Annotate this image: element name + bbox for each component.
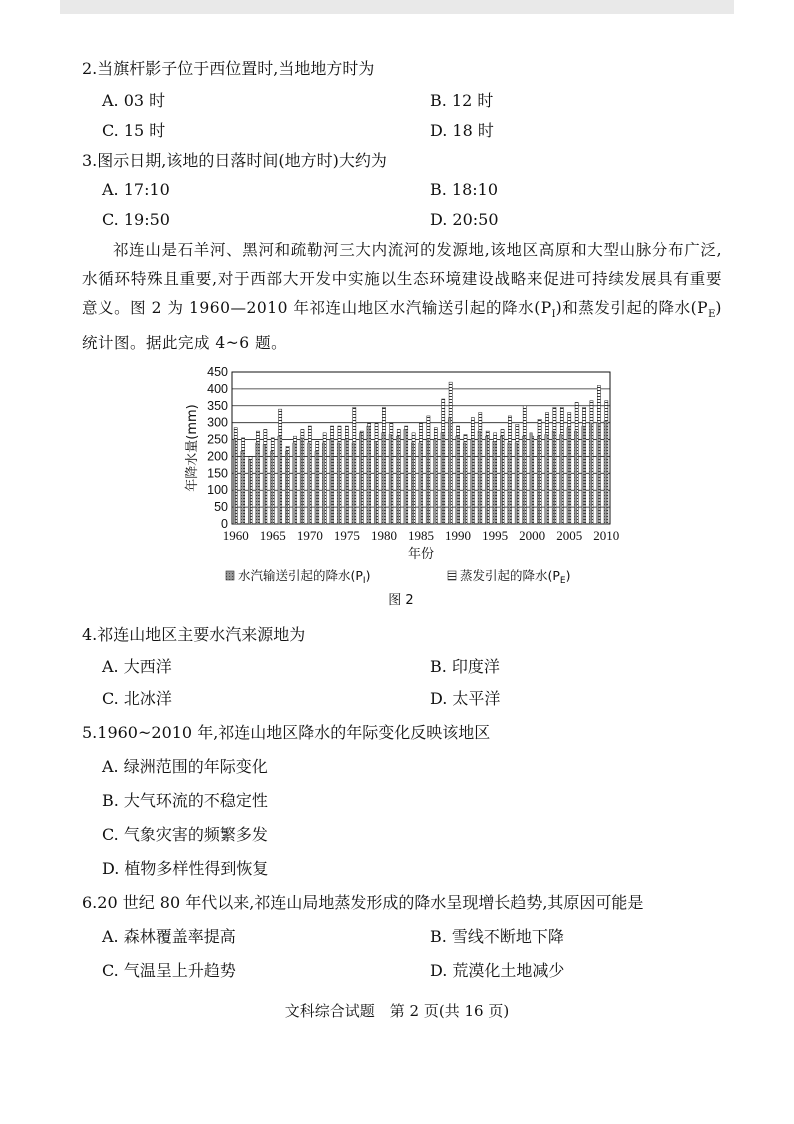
x-tick-label: 1995 <box>482 528 509 543</box>
x-tick-label: 1980 <box>370 528 397 543</box>
x-tick-label: 1975 <box>333 528 360 543</box>
bar-vapor-transport <box>597 423 600 524</box>
bar-vapor-transport <box>448 418 451 524</box>
x-tick-label: 2000 <box>519 528 546 543</box>
q3-option-c: C. 19:50 <box>102 210 170 229</box>
passage-mid: )和蒸发引起的降水(P <box>555 299 709 317</box>
bar-vapor-transport <box>522 436 525 524</box>
bar-vapor-transport <box>300 438 303 524</box>
legend-swatch-vapor <box>226 571 234 580</box>
bar-vapor-transport <box>389 434 392 524</box>
y-tick-label: 350 <box>207 398 228 413</box>
q2-option-c: C. 15 时 <box>102 121 166 140</box>
q3-option-b: B. 18:10 <box>430 180 499 199</box>
bar-vapor-transport <box>337 443 340 524</box>
bar-vapor-transport <box>404 429 407 524</box>
bar-vapor-transport <box>537 436 540 524</box>
legend-label-evap: 蒸发引起的降水$(P_E)$ <box>460 568 571 586</box>
x-tick-label: 1965 <box>259 528 286 543</box>
bar-vapor-transport <box>530 433 533 524</box>
q6-option-d: D. 荒漠化土地减少 <box>430 961 565 980</box>
q2-option-d: D. 18 时 <box>430 121 494 140</box>
bar-vapor-transport <box>493 441 496 524</box>
bar-vapor-transport <box>456 436 459 524</box>
bar-vapor-transport <box>604 421 607 524</box>
bar-vapor-transport <box>285 451 288 524</box>
question-5-stem: 5.1960~2010 年,祁连山地区降水的年际变化反映该地区 <box>82 723 491 742</box>
q6-option-a: A. 森林覆盖率提高 <box>102 927 236 946</box>
y-tick-label: 0 <box>221 517 228 531</box>
bar-vapor-transport <box>256 443 259 524</box>
x-axis-label: 年份 <box>407 547 435 562</box>
q5-option-c: C. 气象灾害的频繁多发 <box>102 825 268 844</box>
y-tick-label: 450 <box>207 366 228 379</box>
bar-vapor-transport <box>382 433 385 524</box>
y-tick-label: 50 <box>214 500 228 515</box>
q3-option-d: D. 20:50 <box>430 210 499 229</box>
bar-vapor-transport <box>419 443 422 524</box>
bar-vapor-transport <box>463 443 466 524</box>
bar-vapor-transport <box>441 433 444 524</box>
precipitation-chart <box>178 366 638 612</box>
bar-vapor-transport <box>308 443 311 524</box>
bar-vapor-transport <box>322 443 325 524</box>
bar-vapor-transport <box>248 460 251 524</box>
y-tick-label: 250 <box>207 432 228 447</box>
q4-option-d: D. 太平洋 <box>430 689 501 708</box>
y-tick-label: 300 <box>207 415 228 430</box>
bar-vapor-transport <box>411 443 414 524</box>
q5-option-a: A. 绿洲范围的年际变化 <box>102 757 268 776</box>
bar-vapor-transport <box>567 428 570 524</box>
passage-text: 祁连山是石羊河、黑河和疏勒河三大内流河的发源地,该地区高原和大型山脉分布广泛,水循环特殊且重要,对于西部大开发中实施以生态环境建设战略来促进可持续发展具有重要意义。图 2 为 1960—2010 年祁连山地区水汽输送引起的降水(P <box>82 241 722 317</box>
q3-option-a: A. 17:10 <box>102 180 170 199</box>
legend-label-vapor: 水汽输送引起的降水$(P_I)$ <box>238 568 371 586</box>
question-4-stem: 4.祁连山地区主要水汽来源地为 <box>82 625 306 644</box>
bar-vapor-transport <box>345 440 348 524</box>
bar-vapor-transport <box>485 436 488 524</box>
bar-vapor-transport <box>367 426 370 524</box>
bar-vapor-transport <box>589 423 592 524</box>
q5-option-b: B. 大气环流的不稳定性 <box>102 791 268 810</box>
bar-vapor-transport <box>582 426 585 524</box>
y-axis-label: 年降水量(mm) <box>185 404 200 492</box>
legend-swatch-evap <box>448 571 456 580</box>
x-tick-label: 1970 <box>296 528 323 543</box>
bar-vapor-transport <box>396 436 399 524</box>
q5-option-d: D. 植物多样性得到恢复 <box>102 859 269 878</box>
bar-vapor-transport <box>293 443 296 524</box>
bar-vapor-transport <box>508 443 511 524</box>
bar-vapor-transport <box>359 433 362 524</box>
y-tick-label: 400 <box>207 381 228 396</box>
bar-vapor-transport <box>278 436 281 524</box>
x-tick-label: 1985 <box>408 528 434 543</box>
bar-vapor-transport <box>263 445 266 524</box>
q6-option-b: B. 雪线不断地下降 <box>430 927 564 946</box>
page-footer: 文科综合试题 第 2 页(共 16 页) <box>284 1002 510 1020</box>
bar-vapor-transport <box>241 451 244 524</box>
question-3-stem: 3.图示日期,该地的日落时间(地方时)大约为 <box>82 151 387 170</box>
scan-top-band <box>60 0 734 14</box>
bar-vapor-transport <box>500 436 503 524</box>
bar-vapor-transport <box>270 451 273 524</box>
q4-option-c: C. 北冰洋 <box>102 689 172 708</box>
bar-vapor-transport <box>478 431 481 524</box>
bar-vapor-transport <box>545 434 548 524</box>
passage-sub-i: I <box>551 309 556 321</box>
passage-end: )统计图。据此完成 4~6 题。 <box>82 299 722 353</box>
x-tick-label: 1960 <box>222 528 249 543</box>
y-tick-label: 200 <box>207 449 228 464</box>
q4-option-a: A. 大西洋 <box>102 657 172 676</box>
y-tick-label: 150 <box>207 466 228 481</box>
passage <box>82 236 722 358</box>
bar-vapor-transport <box>552 431 555 524</box>
question-6-stem: 6.20 世纪 80 年代以来,祁连山局地蒸发形成的降水呈现增长趋势,其原因可能是 <box>82 893 644 912</box>
bar-vapor-transport <box>315 451 318 524</box>
y-tick-label: 100 <box>207 483 228 498</box>
passage-sub-e: E <box>708 309 716 321</box>
x-tick-label: 1990 <box>445 528 472 543</box>
bar-vapor-transport <box>560 434 563 524</box>
x-tick-label: 2005 <box>556 528 583 543</box>
q6-option-c: C. 气温呈上升趋势 <box>102 961 236 980</box>
q4-option-b: B. 印度洋 <box>430 657 500 676</box>
chart-caption: 图 2 <box>388 593 414 608</box>
q2-option-a: A. 03 时 <box>102 91 166 110</box>
bar-vapor-transport <box>374 441 377 524</box>
bar-vapor-transport <box>434 440 437 524</box>
x-tick-label: 2010 <box>593 528 620 543</box>
question-2-stem: 2.当旗杆影子位于西位置时,当地地方时为 <box>82 59 375 78</box>
bar-vapor-transport <box>515 443 518 524</box>
bar-vapor-transport <box>352 443 355 524</box>
bar-vapor-transport <box>574 431 577 524</box>
bar-vapor-transport <box>471 440 474 524</box>
bar-vapor-transport <box>233 440 236 524</box>
bar-vapor-transport <box>426 440 429 524</box>
q2-option-b: B. 12 时 <box>430 91 494 110</box>
bar-vapor-transport <box>330 440 333 524</box>
